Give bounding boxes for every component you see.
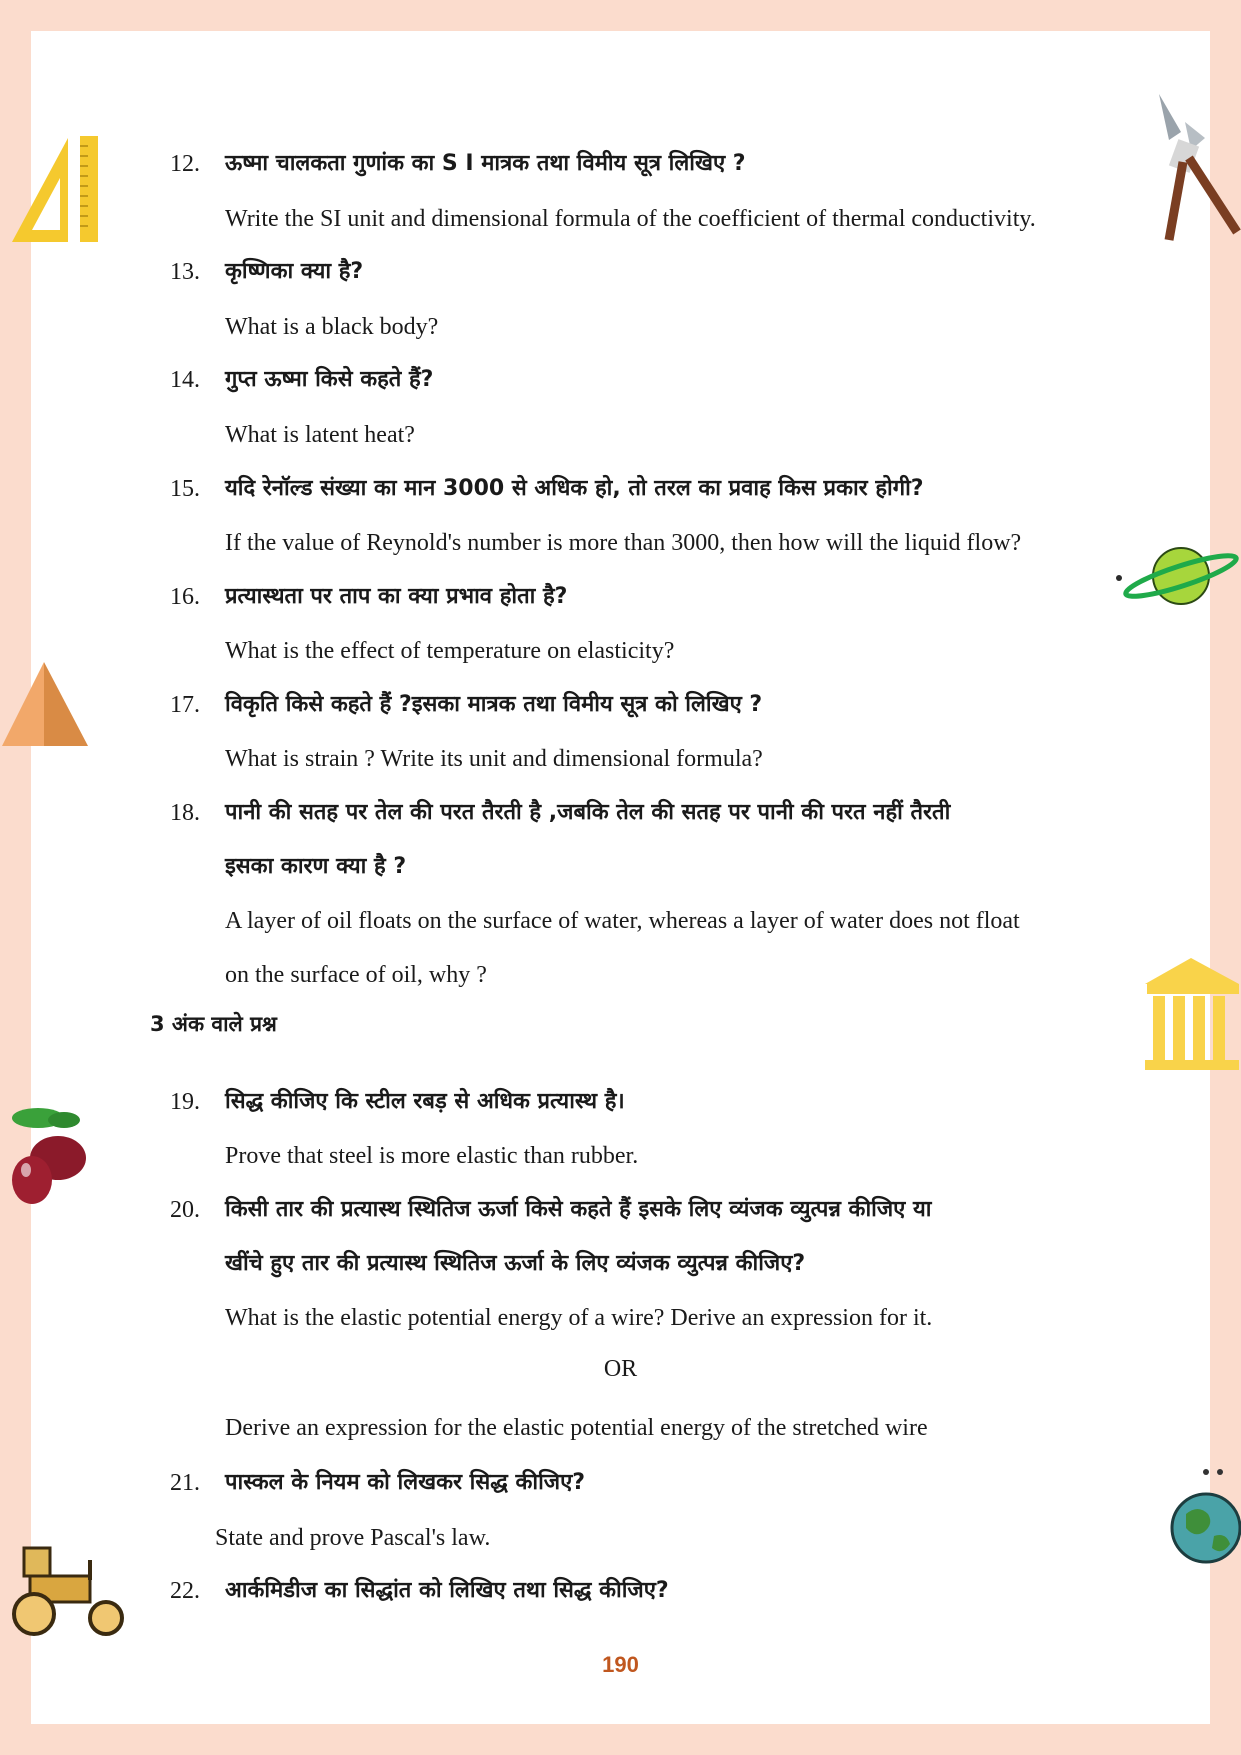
question-14-english: What is latent heat? [225, 422, 415, 448]
question-number-22: 22. [170, 1578, 200, 1604]
question-19-hindi: सिद्ध कीजिए कि स्टील रबड़ से अधिक प्रत्यास्थ है। [225, 1089, 625, 1114]
question-number-19: 19. [170, 1089, 200, 1115]
question-20-english-line-1: What is the elastic potential energy of a wire? Derive an expression for it. [225, 1305, 933, 1331]
page-sheet [31, 31, 1210, 1724]
steam-tractor-icon [0, 1540, 130, 1640]
question-number-15: 15. [170, 476, 200, 502]
question-12-english: Write the SI unit and dimensional formula of the coefficient of thermal conductivity. [225, 206, 1036, 232]
question-16-english: What is the effect of temperature on elasticity? [225, 638, 675, 664]
question-13-english: What is a black body? [225, 314, 439, 340]
question-number-13: 13. [170, 259, 200, 285]
question-16-hindi: प्रत्यास्थता पर ताप का क्या प्रभाव होता है? [225, 584, 568, 609]
question-21-english: State and prove Pascal's law. [215, 1525, 491, 1551]
set-square-ruler-icon [8, 132, 104, 244]
section-heading: 3 अंक वाले प्रश्न [150, 1012, 277, 1036]
question-22-hindi: आर्कमिडीज का सिद्धांत को लिखिए तथा सिद्ध कीजिए? [225, 1578, 669, 1603]
question-18-english-line-1: A layer of oil floats on the surface of water, whereas a layer of water does not float [225, 908, 1020, 934]
temple-pillars-icon [1143, 956, 1241, 1072]
question-number-18: 18. [170, 800, 200, 826]
question-number-12: 12. [170, 151, 200, 177]
globe-icon [1170, 1466, 1241, 1570]
question-number-21: 21. [170, 1470, 200, 1496]
jamun-fruit-icon [4, 1102, 92, 1206]
planet-icon [1115, 540, 1241, 610]
question-17-english: What is strain ? Write its unit and dimensional formula? [225, 746, 763, 772]
page-number: 190 [602, 1652, 639, 1677]
question-20-hindi-line-2: खींचे हुए तार की प्रत्यास्थ स्थितिज ऊर्जा के लिए व्यंजक व्युत्पन्न कीजिए? [225, 1251, 806, 1276]
question-20-english-line-2: Derive an expression for the elastic potential energy of the stretched wire [225, 1415, 928, 1441]
question-19-english: Prove that steel is more elastic than rubber. [225, 1143, 639, 1169]
or-separator: OR [603, 1356, 638, 1382]
question-21-hindi: पास्कल के नियम को लिखकर सिद्ध कीजिए? [225, 1470, 586, 1495]
pyramid-icon [0, 660, 90, 748]
question-18-hindi-line-1: पानी की सतह पर तेल की परत तैरती है ,जबकि तेल की सतह पर पानी की परत नहीं तैरती [225, 800, 951, 825]
question-13-hindi: कृष्णिका क्या है? [225, 259, 364, 284]
question-number-14: 14. [170, 367, 200, 393]
question-18-hindi-line-2: इसका कारण क्या है ? [225, 854, 407, 879]
pruning-shears-icon [1155, 92, 1241, 244]
question-15-hindi: यदि रेनॉल्ड संख्या का मान 3000 से अधिक हो, तो तरल का प्रवाह किस प्रकार होगी? [225, 476, 924, 501]
question-15-english: If the value of Reynold's number is more than 3000, then how will the liquid flow? [225, 530, 1022, 556]
question-17-hindi: विकृति किसे कहते हैं ?इसका मात्रक तथा विमीय सूत्र को लिखिए ? [225, 692, 763, 717]
question-12-hindi: ऊष्मा चालकता गुणांक का S I मात्रक तथा विमीय सूत्र लिखिए ? [225, 151, 746, 176]
question-number-20: 20. [170, 1197, 200, 1223]
question-18-english-line-2: on the surface of oil, why ? [225, 962, 487, 988]
question-number-16: 16. [170, 584, 200, 610]
question-number-17: 17. [170, 692, 200, 718]
question-20-hindi-line-1: किसी तार की प्रत्यास्थ स्थितिज ऊर्जा किसे कहते हैं इसके लिए व्यंजक व्युत्पन्न कीजिए या [225, 1197, 932, 1222]
question-14-hindi: गुप्त ऊष्मा किसे कहते हैं? [225, 367, 434, 392]
